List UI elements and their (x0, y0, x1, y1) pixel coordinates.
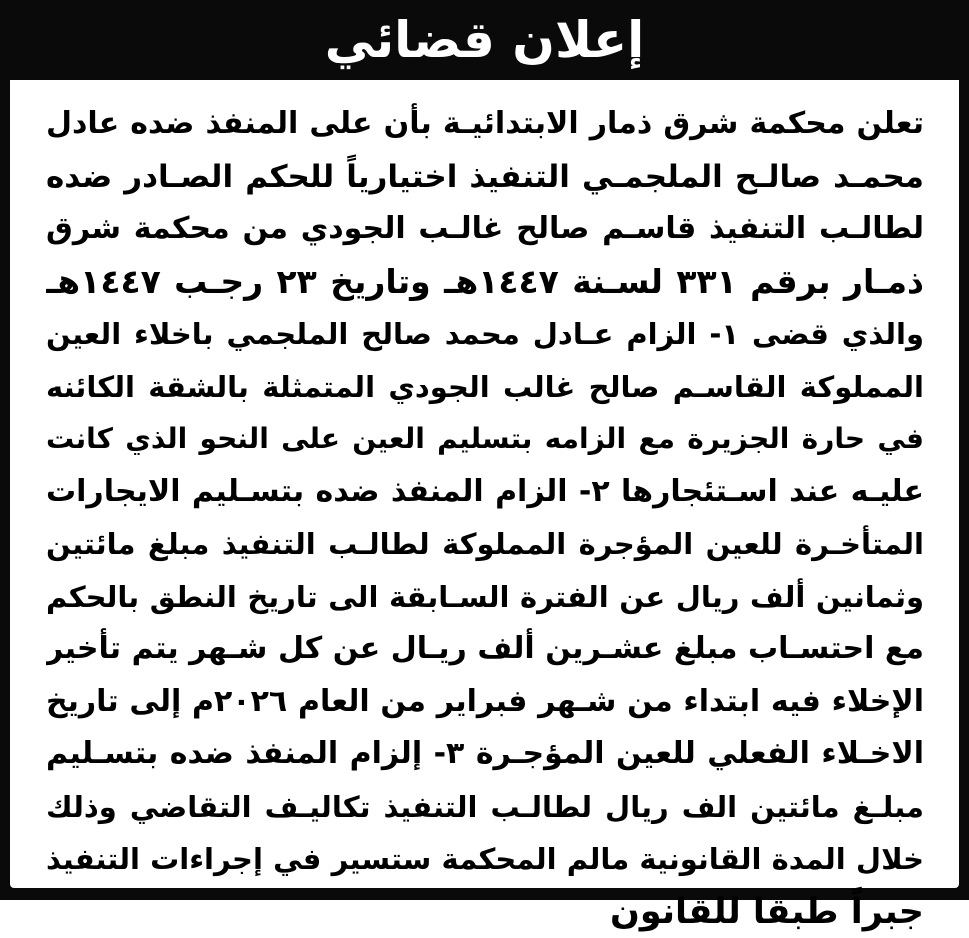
notice-body-text (46, 98, 924, 938)
notice-line-1: تعلن محكمة شرق ذمار الابتدائيـة بأن على المنفذ ضده عادل (46, 98, 924, 151)
notice-line-14: مبلـغ مائتين الف ريال لطالـب التنفيذ تكاليـف التقاضي وذلك (46, 781, 924, 834)
notice-line-4: ذمـار برقم ٣٣١ لسـنة ١٤٤٧هـ وتاريخ ٢٣ رجـب ١٤٤٧هـ (46, 256, 924, 309)
notice-line-2: محمـد صالـح الملجمـي التنفيذ اختيارياً للحكم الصـادر ضده (46, 151, 924, 204)
notice-header (0, 0, 969, 80)
notice-line-10: وثمانين ألف ريال عن الفترة السـابقة الى تاريخ النطق بالحكم (46, 571, 924, 624)
notice-body-panel (10, 80, 959, 888)
notice-line-11: مع احتسـاب مبلغ عشـرين ألف ريـال عن كل شـهر يتم تأخير (46, 623, 924, 676)
notice-title: إعلان قضائي (325, 0, 644, 80)
notice-line-15: خلال المدة القانونية مالم المحكمة ستسير في إجراءات التنفيذ (46, 833, 924, 886)
notice-line-12: الإخلاء فيه ابتداء من شـهر فبراير من العام ٢٠٢٦م إلى تاريخ (46, 676, 924, 729)
notice-line-7: في حارة الجزيرة مع الزامه بتسليم العين على النحو الذي كانت (46, 413, 924, 466)
notice-line-5: والذي قضى ١- الزام عـادل محمد صالح الملجمي باخلاء العين (46, 308, 924, 361)
notice-line-6: المملوكة القاسـم صالح غالب الجودي المتمثلة بالشقة الكائنه (46, 361, 924, 414)
notice-line-13: الاخـلاء الفعلي للعين المؤجـرة ٣- إلزام المنفذ ضده بتسـليم (46, 728, 924, 781)
notice-line-3: لطالـب التنفيذ قاسـم صالح غالـب الجودي من محكمة شرق (46, 203, 924, 256)
notice-line-16: جبراً طبقا للقانون (46, 886, 924, 938)
notice-line-8: عليـه عند اسـتئجارها ٢- الزام المنفذ ضده بتسـليم الايجارات (46, 466, 924, 519)
notice-line-9: المتأخـرة للعين المؤجرة المملوكة لطالـب التنفيذ مبلغ مائتين (46, 518, 924, 571)
